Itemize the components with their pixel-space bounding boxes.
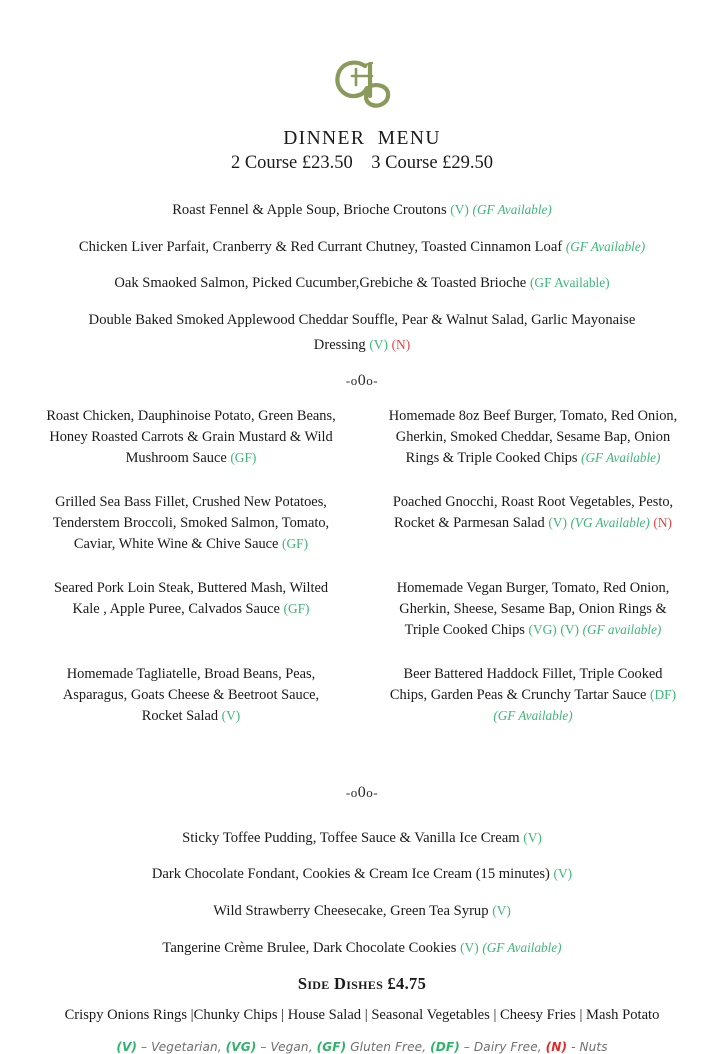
section-divider-1 (24, 372, 700, 390)
legend-description: Gluten Free, (346, 1040, 431, 1054)
dish-annotation: (DF) (650, 686, 677, 702)
dish-annotation: (N) (653, 514, 672, 530)
mains-section (24, 406, 700, 750)
dish-dessert-4 (24, 938, 700, 959)
starters-section (24, 200, 700, 356)
legend-description: - Nuts (567, 1040, 608, 1054)
dish-name: Dressing (313, 336, 366, 353)
dish-main-1 (38, 406, 344, 480)
legend-description: – Vegetarian, (137, 1040, 226, 1054)
dish-name: Dark Chocolate Fondant, Cookies & Cream Ice Cream (15 minutes) (151, 866, 550, 883)
dish-name: Beer Battered Haddock Fillet, Triple Cooked Chips, Garden Peas & Crunchy Tartar Sauce (389, 665, 663, 703)
page-title: DINNER MENU (283, 128, 441, 149)
dish-annotation: (GF) (230, 449, 257, 465)
dish-annotation: (V) (523, 829, 542, 845)
legend-code: (VG) (225, 1040, 257, 1054)
dish-name: Roast Fennel & Apple Soup, Brioche Croutons (172, 202, 447, 218)
dish-annotation: (GF available) (582, 621, 662, 637)
mains-desserts-spacer (24, 750, 700, 784)
legend-description: – Vegan, (256, 1040, 317, 1054)
dish-name: Homemade 8oz Beef Burger, Tomato, Red Onion, Gherkin, Smoked Cheddar, Sesame Bap, Onion Rings & Triple Cooked Chips (388, 407, 678, 466)
dish-name: Chicken Liver Parfait, Cranberry & Red Currant Chutney, Toasted Cinnamon Loaf (78, 238, 563, 255)
dish-name: Tangerine Crème Brulee, Dark Chocolate Cookies (162, 939, 457, 956)
legend-code: (DF) (430, 1040, 460, 1054)
dish-name: Grilled Sea Bass Fillet, Crushed New Potatoes, Tenderstem Broccoli, Smoked Salmon, Tomato, Caviar, White Wine & Chive Sauce (52, 493, 330, 552)
side-dishes-list: Crispy Onions Rings |Chunky Chips | House Salad | Seasonal Vegetables | Cheesy Fries | Mash Potato (64, 1007, 660, 1024)
dish-annotation: (V) (450, 202, 469, 217)
divider-left: -o (345, 784, 358, 800)
legend-code: (V) (116, 1040, 138, 1054)
dish-dessert-2 (24, 864, 700, 885)
divider-center: 0 (357, 371, 367, 389)
dish-starter-4 (24, 310, 700, 331)
dish-annotation: (GF Available) (493, 707, 573, 723)
dish-main-2 (380, 406, 686, 480)
dish-main-6 (380, 578, 686, 652)
dish-starter-4-cont (24, 335, 700, 356)
dish-annotation: (GF) (282, 535, 309, 551)
dish-annotation: (V) (548, 514, 567, 530)
dish-main-7 (38, 664, 344, 738)
dish-annotation: (V) (553, 866, 573, 882)
divider-right: o- (366, 784, 379, 800)
dish-starter-1 (24, 200, 700, 221)
side-dishes-heading: Side Dishes £4.75 (297, 974, 427, 994)
dish-name: Homemade Vegan Burger, Tomato, Red Onion, Gherkin, Sheese, Sesame Bap, Onion Rings & Triple Cooked Chips (396, 579, 670, 638)
divider-center: 0 (357, 783, 367, 801)
divider-right: o- (366, 372, 379, 388)
dish-annotation: (V) (560, 621, 579, 637)
restaurant-logo (24, 0, 700, 114)
dish-name: Double Baked Smoked Applewood Cheddar Souffle, Pear & Walnut Salad, Garlic Mayonaise (88, 312, 636, 329)
dish-name: Sticky Toffee Pudding, Toffee Sauce & Vanilla Ice Cream (182, 829, 520, 846)
dish-name: Wild Strawberry Cheesecake, Green Tea Syrup (213, 903, 489, 920)
dish-annotation: (GF Available) (482, 939, 562, 955)
dish-main-3 (38, 492, 344, 566)
dish-dessert-3 (24, 901, 700, 922)
dish-name: Roast Chicken, Dauphinoise Potato, Green Beans, Honey Roasted Carrots & Grain Mustard & Wild Mushroom Sauce (46, 407, 336, 466)
dish-annotation: (V) (460, 939, 479, 955)
dish-annotation: (VG) (528, 621, 557, 637)
legend-description: – Dairy Free, (459, 1040, 546, 1054)
dish-name: Seared Pork Loin Steak, Buttered Mash, Wilted Kale , Apple Puree, Calvados Sauce (53, 579, 329, 617)
dish-dessert-1 (24, 828, 700, 849)
dish-annotation: (GF Available) (529, 275, 610, 291)
dish-name: Poached Gnocchi, Roast Root Vegetables, Pesto, Rocket & Parmesan Salad (392, 493, 674, 531)
dish-name: Homemade Tagliatelle, Broad Beans, Peas, Asparagus, Goats Cheese & Beetroot Sauce, Rocket Salad (62, 665, 320, 724)
ch-monogram-icon (331, 56, 393, 114)
dish-starter-3 (24, 273, 700, 294)
dish-annotation: (VG Available) (570, 514, 650, 530)
dish-main-4 (380, 492, 686, 566)
dish-annotation: (N) (391, 336, 411, 352)
dish-annotation: (V) (369, 336, 388, 352)
desserts-section (24, 828, 700, 959)
legend-code: (N) (545, 1040, 568, 1054)
section-divider-2 (24, 784, 700, 802)
dish-annotation: (GF Available) (581, 449, 661, 465)
legend-code: (GF) (316, 1040, 347, 1054)
dish-main-5 (38, 578, 344, 652)
course-price-line: 2 Course £23.50 3 Course £29.50 (230, 153, 494, 173)
dish-annotation: (V) (221, 707, 241, 723)
divider-left: -o (345, 372, 358, 388)
dish-annotation: (GF Available) (565, 238, 646, 254)
allergen-legend (24, 1040, 700, 1054)
dish-annotation: (GF) (283, 600, 310, 616)
dish-annotation: (V) (492, 903, 511, 919)
dish-starter-2 (24, 237, 700, 258)
dish-annotation: (GF Available) (472, 202, 552, 217)
dish-main-8 (380, 664, 686, 738)
dish-name: Oak Smaoked Salmon, Picked Cucumber,Grebiche & Toasted Brioche (114, 275, 527, 292)
